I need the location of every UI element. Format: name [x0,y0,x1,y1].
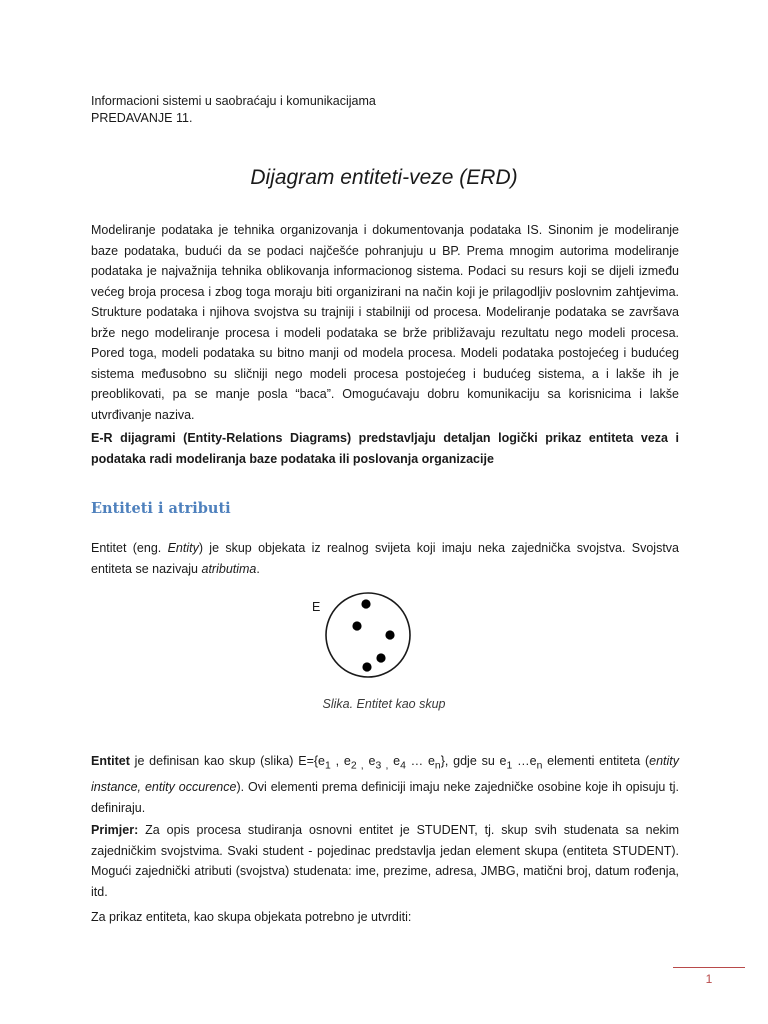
footer-divider [673,967,745,968]
course-name: Informacioni sistemi u saobraćaju i komunikacijama [91,94,376,108]
set-label: E [312,600,321,614]
erd-definition-paragraph: E-R dijagrami (Entity-Relations Diagrams) predstavljaju detaljan logički prikaz entiteta veza i podataka radi modeliranja baze podataka ili poslovanja organizacije [91,431,679,466]
set-element-dot [385,630,394,639]
entity-set-diagram [305,590,465,690]
set-element-dot [362,662,371,671]
example-paragraph: Primjer: Za opis procesa studiranja osnovni entitet je STUDENT, tj. skup svih studenata sa nekim zajedničkim svojstvima. Svaki student - pojedinac predstavlja jedan element skupa (entiteta STUDENT). Mogući zajednički atributi (svojstva) studenata: ime, prezime, adresa, JMBG, matični broj, datum rođenja, itd. [91,823,679,899]
page-title: Dijagram entiteti-veze (ERD) [250,166,518,189]
section-heading: Entiteti i atributi [91,500,231,517]
set-element-dot [361,599,370,608]
intro-paragraph: Modeliranje podataka je tehnika organizovanja i dokumentovanja podataka IS. Sinonim je modeliranje baze podataka, budući da se podaci najčešće pohranjuju u BP. Prema mnogim autorima modeliranje podataka je najvažnija tehnika oblikovanja informacionog sistema. Podaci su resurs koji se dijeli između većeg broja procesa i zbog toga moraju biti organizirani na način koji je prilagodljiv poslovnim zahtjevima. Strukture podataka i njihova svojstva su trajniji i stabilniji od procesa. Modeliranje podataka se završava brže nego modeliranje procesa i modeli podataka se brže približavaju rezultatu nego modeli procesa. Pored toga, modeli podataka su bitno manji od modela procesa. Modeli podataka postojećeg i budućeg sistema međusobno su sličniji nego modeli procesa postojećeg i budućeg sistema, a i lakše ih je preoblikovati, pa se manje posla “baca”. Omogućavaju dobru komunikaciju sa korisnicima i lakše utvrđivanje naziva. [91,223,679,422]
closing-paragraph: Za prikaz entiteta, kao skupa objekata potrebno je utvrditi: [91,910,412,924]
figure-caption: Slika. Entitet kao skup [322,697,446,711]
page-number: 1 [705,972,713,986]
document-header [91,93,376,127]
lecture-number: PREDAVANJE 11. [91,111,193,125]
set-element-dot [352,621,361,630]
entity-definition-paragraph: Entitet (eng. Entity) je skup objekata iz realnog svijeta koji imaju neka zajednička svojstva. Svojstva entiteta se nazivaju atributima. [91,541,679,576]
set-element-dot [376,653,385,662]
entity-set-paragraph: Entitet je definisan kao skup (slika) $E=\{e_1$ , $e_{2 ,}$ $e_{3 ,}$ $e_4$ … $e_n$}, gdje su $e_1$ $\dots e_n$ elementi entiteta (entity instance, entity occurence). Ovi elementi prema definiciji imaju neke zajedničke osobine koje ih opisuju tj. definiraju. [91,754,680,815]
